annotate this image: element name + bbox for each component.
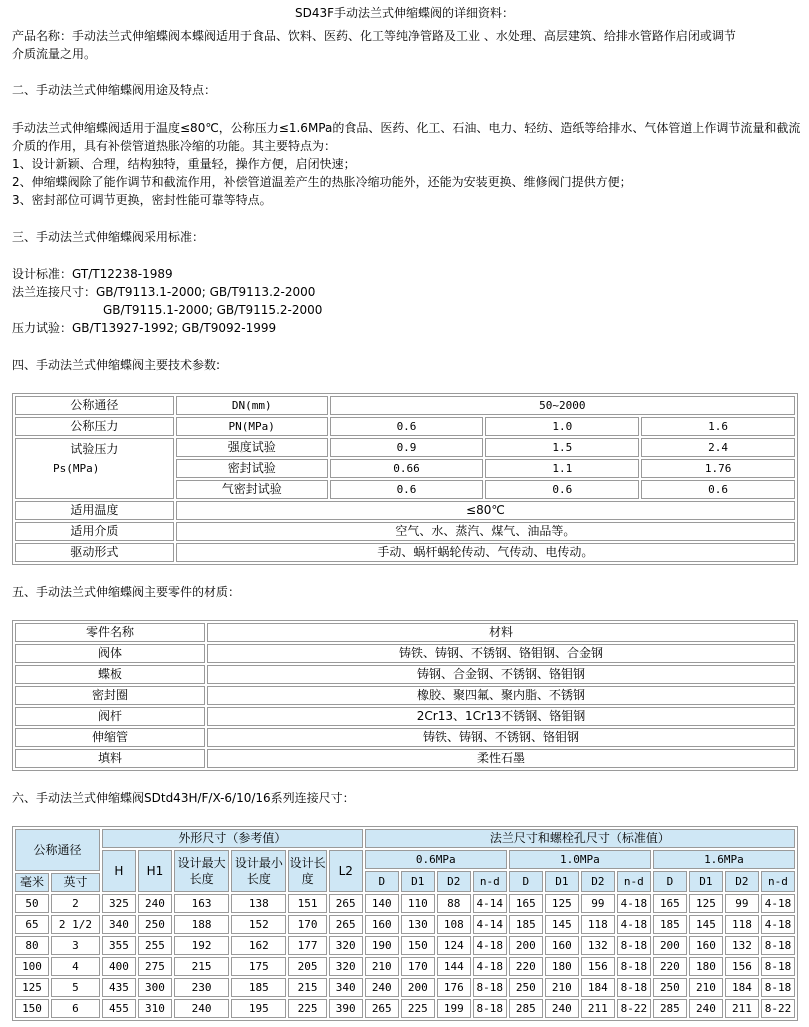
dimension-cell: 340 [329, 978, 363, 997]
dimension-cell: 265 [329, 915, 363, 934]
pn-label: 公称压力 [15, 417, 174, 436]
drive-value: 手动、蜗杆蜗轮传动、气传动、电传动。 [176, 543, 795, 562]
dimension-cell: 144 [437, 957, 471, 976]
section-6-heading: 六、手动法兰式伸缩蝶阀SDtd43H/F/X-6/10/16系列连接尺寸： [12, 791, 355, 805]
test-unit: Ps(MPa) [53, 462, 100, 475]
dimension-cell: 184 [581, 978, 615, 997]
dimension-cell: 8-18 [761, 936, 795, 955]
dimension-cell: 435 [102, 978, 136, 997]
dimension-cell: 240 [365, 978, 399, 997]
dimension-cell: 255 [138, 936, 172, 955]
dimension-cell: 165 [509, 894, 543, 913]
dimension-cell: 4-18 [473, 936, 507, 955]
dimension-cell: 195 [231, 999, 286, 1018]
air-value: 0.6 [330, 480, 484, 499]
dimension-cell: 8-18 [617, 957, 651, 976]
dimension-cell: 150 [15, 999, 49, 1018]
outer-header: 外形尺寸（参考值） [102, 829, 363, 848]
part-name: 阀体 [15, 644, 205, 663]
dimension-cell: 170 [401, 957, 435, 976]
part-material: 橡胶、聚四氟、聚内脂、不锈钢 [207, 686, 795, 705]
section-5-heading: 五、手动法兰式伸缩蝶阀主要零件的材质： [12, 585, 241, 599]
pn-unit: PN(MPa) [176, 417, 328, 436]
sub-header-d: D [365, 871, 399, 892]
dimension-cell: 211 [581, 999, 615, 1018]
dimension-cell: 6 [51, 999, 100, 1018]
materials-table [12, 620, 798, 771]
test-label: 试验压力 [70, 442, 119, 456]
table-row [15, 915, 795, 934]
dimension-cell: 180 [545, 957, 579, 976]
dimension-cell: 240 [174, 999, 229, 1018]
dimension-cell: 99 [725, 894, 759, 913]
dimension-cell: 215 [174, 957, 229, 976]
dimension-cell: 355 [102, 936, 136, 955]
dimension-cell: 170 [288, 915, 326, 934]
sub-header-d2: D2 [725, 871, 759, 892]
dimension-cell: 8-18 [617, 936, 651, 955]
pn-value: 1.0 [485, 417, 639, 436]
sub-header-nd: n-d [617, 871, 651, 892]
dimension-cell: 205 [288, 957, 326, 976]
dimension-cell: 80 [15, 936, 49, 955]
dimension-cell: 156 [581, 957, 615, 976]
strength-label: 强度试验 [176, 438, 328, 457]
dimension-cell: 275 [138, 957, 172, 976]
lmax-header: 设计最大长度 [174, 850, 229, 892]
dimension-cell: 99 [581, 894, 615, 913]
dimension-cell: 185 [509, 915, 543, 934]
dimension-cell: 140 [365, 894, 399, 913]
dimension-cell: 156 [725, 957, 759, 976]
dimension-cell: 160 [545, 936, 579, 955]
seal-value: 1.76 [641, 459, 795, 478]
pressure-1.0-header: 1.0MPa [509, 850, 651, 869]
dimension-cell: 4-14 [473, 894, 507, 913]
medium-label: 适用介质 [15, 522, 174, 541]
seal-value: 0.66 [330, 459, 484, 478]
table-row [15, 936, 795, 955]
dimension-cell: 325 [102, 894, 136, 913]
sub-header-d1: D1 [545, 871, 579, 892]
dimension-cell: 132 [725, 936, 759, 955]
dimension-cell: 4 [51, 957, 100, 976]
section-2-heading: 二、手动法兰式伸缩蝶阀用途及特点： [12, 83, 217, 97]
dimension-cell: 8-18 [617, 978, 651, 997]
dimension-cell: 151 [288, 894, 326, 913]
dimension-cell: 285 [509, 999, 543, 1018]
standard-line: 压力试验：GB/T13927-1992; GB/T9092-1999 [12, 321, 277, 335]
sub-header-nd: n-d [473, 871, 507, 892]
dimension-cell: 185 [231, 978, 286, 997]
part-name: 密封圈 [15, 686, 205, 705]
dimension-cell: 230 [174, 978, 229, 997]
dimension-cell: 2 1/2 [51, 915, 100, 934]
dimension-cell: 225 [288, 999, 326, 1018]
pn-value: 0.6 [330, 417, 484, 436]
table-row [15, 978, 795, 997]
page-title: SD43F手动法兰式伸缩蝶阀的详细资料： [294, 6, 515, 20]
section-4-heading: 四、手动法兰式伸缩蝶阀主要技术参数: [12, 358, 221, 372]
dimension-cell: 240 [545, 999, 579, 1018]
section-2-line: 2、伸缩蝶阀除了能作调节和截流作用，补偿管道温差产生的热胀冷缩功能外，还能为安装更换、维修阀门提供方便； [12, 175, 632, 189]
sub-header-d: D [653, 871, 687, 892]
dimension-cell: 108 [437, 915, 471, 934]
air-value: 0.6 [485, 480, 639, 499]
dimension-cell: 118 [581, 915, 615, 934]
dimension-cell: 125 [689, 894, 723, 913]
dimension-cell: 124 [437, 936, 471, 955]
h1-header: H1 [138, 850, 172, 892]
sub-header-d1: D1 [689, 871, 723, 892]
section-2-line: 介质的作用，具有补偿管道热胀冷缩的功能。其主要特点为： [12, 139, 337, 153]
dimension-cell: 199 [437, 999, 471, 1018]
dimension-cell: 192 [174, 936, 229, 955]
dimension-cell: 118 [725, 915, 759, 934]
dimension-cell: 400 [102, 957, 136, 976]
dimension-cell: 250 [509, 978, 543, 997]
inch-header: 英寸 [51, 873, 100, 892]
temp-value: ≤80℃ [176, 501, 795, 520]
dimension-cell: 145 [689, 915, 723, 934]
dimension-cell: 310 [138, 999, 172, 1018]
standard-line: GB/T9115.1-2000; GB/T9115.2-2000 [103, 303, 323, 317]
dimension-cell: 225 [401, 999, 435, 1018]
dimension-cell: 163 [174, 894, 229, 913]
part-material: 铸钢、合金钢、不锈钢、铬钼钢 [207, 665, 795, 684]
dimensions-body [15, 894, 795, 1018]
part-name: 填料 [15, 749, 205, 768]
sub-header-d2: D2 [581, 871, 615, 892]
part-name: 伸缩管 [15, 728, 205, 747]
section-2-line: 手动法兰式伸缩蝶阀适用于温度≤80℃，公称压力≤1.6MPa的食品、医药、化工、石油、电力、轻纺、造纸等给排水、气体管道上作调节流量和截流 [12, 121, 801, 135]
dimension-cell: 3 [51, 936, 100, 955]
table-row [15, 999, 795, 1018]
dimension-cell: 265 [329, 894, 363, 913]
dimension-cell: 8-22 [761, 999, 795, 1018]
tech-params-table [12, 393, 798, 565]
test-pressure-cell [15, 438, 174, 499]
dimension-cell: 390 [329, 999, 363, 1018]
material-header: 材料 [207, 623, 795, 642]
dimension-cell: 455 [102, 999, 136, 1018]
drive-label: 驱动形式 [15, 543, 174, 562]
dn-value: 50~2000 [330, 396, 795, 415]
dimension-cell: 8-18 [761, 957, 795, 976]
dimension-cell: 188 [174, 915, 229, 934]
dimension-cell: 220 [509, 957, 543, 976]
lmin-header: 设计最小长度 [231, 850, 286, 892]
pn-value: 1.6 [641, 417, 795, 436]
dimension-cell: 180 [689, 957, 723, 976]
dimension-cell: 132 [581, 936, 615, 955]
sub-header-nd: n-d [761, 871, 795, 892]
dimension-cell: 240 [138, 894, 172, 913]
air-label: 气密封试验 [176, 480, 328, 499]
part-name: 阀杆 [15, 707, 205, 726]
dimension-cell: 185 [653, 915, 687, 934]
flange-header: 法兰尺寸和螺栓孔尺寸（标准值） [365, 829, 795, 848]
medium-value: 空气、水、蒸汽、煤气、油品等。 [176, 522, 795, 541]
dimension-cell: 162 [231, 936, 286, 955]
dimension-cell: 145 [545, 915, 579, 934]
dimension-cell: 160 [689, 936, 723, 955]
dimension-cell: 110 [401, 894, 435, 913]
dimension-cell: 4-18 [761, 915, 795, 934]
pressure-1.6-header: 1.6MPa [653, 850, 795, 869]
dimension-cell: 4-18 [617, 915, 651, 934]
dimension-cell: 210 [689, 978, 723, 997]
part-material: 铸铁、铸钢、不锈钢、铬钼钢 [207, 728, 795, 747]
dimension-cell: 200 [653, 936, 687, 955]
dimension-cell: 138 [231, 894, 286, 913]
part-material: 2Cr13、1Cr13不锈钢、铬钼钢 [207, 707, 795, 726]
sub-header-d2: D2 [437, 871, 471, 892]
intro-line-2: 介质流量之用。 [12, 47, 97, 61]
strength-value: 0.9 [330, 438, 484, 457]
dimension-cell: 125 [545, 894, 579, 913]
dimension-cell: 8-18 [473, 978, 507, 997]
table-row [15, 957, 795, 976]
dimension-cell: 211 [725, 999, 759, 1018]
dimension-cell: 215 [288, 978, 326, 997]
dimension-cell: 8-18 [761, 978, 795, 997]
dimension-cell: 50 [15, 894, 49, 913]
seal-label: 密封试验 [176, 459, 328, 478]
table-row [15, 894, 795, 913]
pressure-0.6-header: 0.6MPa [365, 850, 507, 869]
dimension-cell: 210 [365, 957, 399, 976]
dimension-cell: 165 [653, 894, 687, 913]
strength-value: 2.4 [641, 438, 795, 457]
sub-header-d1: D1 [401, 871, 435, 892]
seal-value: 1.1 [485, 459, 639, 478]
dimension-cell: 65 [15, 915, 49, 934]
dn-unit: DN(mm) [176, 396, 328, 415]
section-3-heading: 三、手动法兰式伸缩蝶阀采用标准： [12, 230, 205, 244]
dimension-cell: 175 [231, 957, 286, 976]
dimension-cell: 160 [365, 915, 399, 934]
dimension-cell: 320 [329, 957, 363, 976]
dn-header: 公称通径 [15, 829, 100, 871]
dimension-cell: 176 [437, 978, 471, 997]
part-material: 铸铁、铸钢、不锈钢、铬钼钢、合金钢 [207, 644, 795, 663]
dimension-cell: 8-22 [617, 999, 651, 1018]
dimension-cell: 2 [51, 894, 100, 913]
air-value: 0.6 [641, 480, 795, 499]
dimension-cell: 300 [138, 978, 172, 997]
dimension-cell: 200 [509, 936, 543, 955]
strength-value: 1.5 [485, 438, 639, 457]
standard-line: 设计标准：GT/T12238-1989 [12, 267, 173, 281]
intro-line-1: 产品名称：手动法兰式伸缩蝶阀本蝶阀适用于食品、饮料、医药、化工等纯净管路及工业 、水处理、高层建筑、给排水管路作启闭或调节 [12, 29, 736, 43]
dimension-cell: 240 [689, 999, 723, 1018]
sub-header-d: D [509, 871, 543, 892]
part-material: 柔性石墨 [207, 749, 795, 768]
dimension-cell: 4-18 [473, 957, 507, 976]
dimension-cell: 320 [329, 936, 363, 955]
l2-header: L2 [329, 850, 363, 892]
dimension-cell: 4-14 [473, 915, 507, 934]
lrange-header: 设计长度 [288, 850, 326, 892]
dimension-cell: 152 [231, 915, 286, 934]
dimension-cell: 210 [545, 978, 579, 997]
dimension-cell: 4-18 [617, 894, 651, 913]
dimension-cell: 285 [653, 999, 687, 1018]
dn-label: 公称通径 [15, 396, 174, 415]
dimension-cell: 250 [653, 978, 687, 997]
dimension-cell: 150 [401, 936, 435, 955]
dimension-cell: 265 [365, 999, 399, 1018]
temp-label: 适用温度 [15, 501, 174, 520]
h-header: H [102, 850, 136, 892]
dimension-cell: 184 [725, 978, 759, 997]
dimension-cell: 8-18 [473, 999, 507, 1018]
standard-line: 法兰连接尺寸：GB/T9113.1-2000; GB/T9113.2-2000 [12, 285, 316, 299]
dimension-cell: 250 [138, 915, 172, 934]
dimension-cell: 4-18 [761, 894, 795, 913]
dimension-cell: 340 [102, 915, 136, 934]
dimension-cell: 220 [653, 957, 687, 976]
dimension-cell: 130 [401, 915, 435, 934]
part-name: 蝶板 [15, 665, 205, 684]
section-2-line: 3、密封部位可调节更换，密封性能可靠等特点。 [12, 193, 272, 207]
dimension-cell: 190 [365, 936, 399, 955]
dimension-cell: 5 [51, 978, 100, 997]
section-2-line: 1、设计新颖、合理，结构独特，重量轻，操作方便，启闭快速； [12, 157, 356, 171]
dimension-cell: 125 [15, 978, 49, 997]
dimension-cell: 200 [401, 978, 435, 997]
dimension-cell: 177 [288, 936, 326, 955]
dimension-cell: 88 [437, 894, 471, 913]
material-header: 零件名称 [15, 623, 205, 642]
mm-header: 毫米 [15, 873, 49, 892]
dimension-cell: 100 [15, 957, 49, 976]
dimensions-table [12, 826, 798, 1021]
